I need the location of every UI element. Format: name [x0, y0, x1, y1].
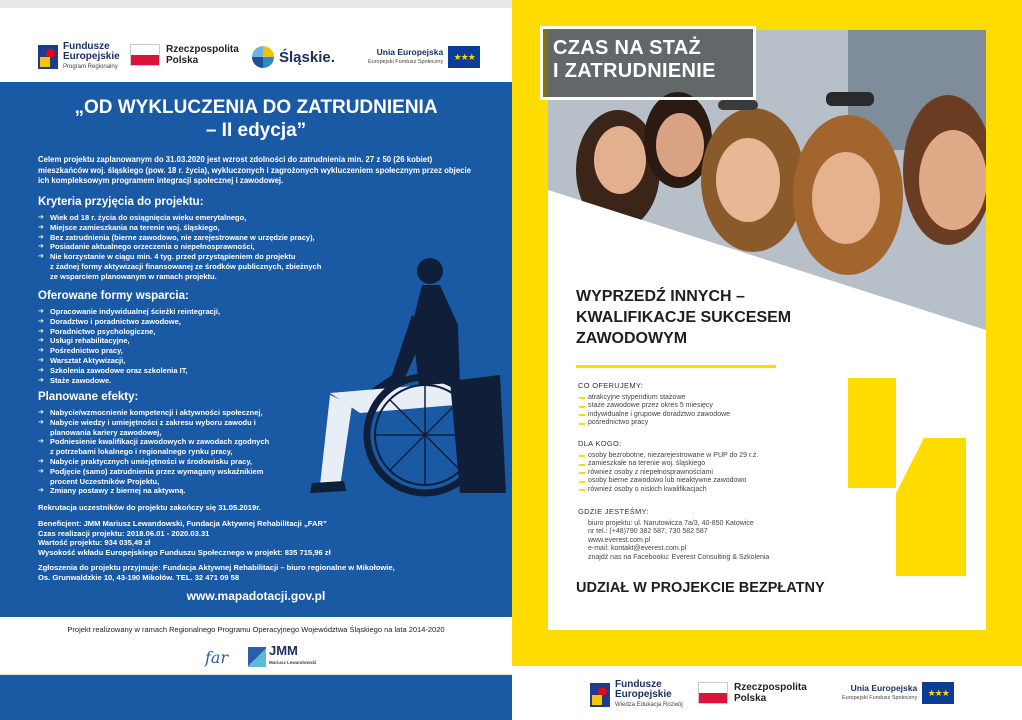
- fe-flag-icon: [38, 45, 58, 69]
- target-group-block: [578, 440, 758, 495]
- effects-heading: Planowane efekty:: [38, 391, 139, 403]
- ue-title: Unia Europejska: [850, 683, 918, 693]
- list-item: osoby bierne zawodowo lub nieaktywne zawodowo: [588, 477, 758, 486]
- ue-subtitle: Europejski Fundusz Społeczny: [842, 695, 918, 701]
- where-heading: GDZIE JESTEŚMY:: [578, 507, 649, 516]
- free-participation-cta: UDZIAŁ W PROJEKCIE BEZPŁATNY: [576, 580, 825, 596]
- eu-flag-icon: ★★★: [448, 46, 480, 68]
- jmm-logo: [248, 645, 316, 669]
- phone-line: nr tel.: (+48)790 382 587, 730 582 587: [588, 528, 708, 536]
- right-poster: [512, 0, 1022, 720]
- list-item: ➔ Doradztwo i poradnictwo zawodowe,: [38, 317, 378, 327]
- project-info: [38, 519, 438, 557]
- list-item: ➔ Posiadanie aktualnego orzeczenia o niepełnosprawności,: [38, 242, 378, 252]
- list-item: również osoby o niskich kwalifikacjach: [588, 486, 758, 495]
- list-item: ➔ Szkolenia zawodowe oraz szkolenia IT,: [38, 366, 378, 376]
- address-line: biuro projektu: ul. Narutowicza 7a/3, 40-850 Katowice: [588, 519, 754, 527]
- far-logo: far: [205, 648, 229, 667]
- offer-block: [578, 382, 730, 428]
- subheadline: WYPRZEDŹ INNYCH – KWALIFIKACJE SUKCESEM ZAWODOWYM: [576, 288, 792, 347]
- list-item: ➔ Staże zawodowe.: [38, 376, 378, 386]
- poland-flag-icon: [698, 682, 728, 704]
- list-item: osoby bezrobotne, niezarejestrowane w PUP do 29 r.ż.: [588, 451, 759, 459]
- jmm-mark-icon: [248, 647, 266, 667]
- contact-block: [578, 508, 769, 563]
- jmm-name: JMM: [269, 643, 298, 658]
- list-item: również osoby z niepełnosprawnościami: [588, 469, 758, 478]
- left-intro: Celem projektu zaplanowanym do 31.03.2020 jest wzrost zdolności do zatrudnienia min. 27 z 50 (26 kobiet) mieszkańców woj. śląskiego (pow. 18 r. życia), wykluczonych i zagrożonych wykluczeniem społecznym przez objecie ich kompleksowym programem integracji społecznej i zawodowej.: [38, 155, 472, 185]
- fe-subtitle: Program Regionalny: [63, 64, 118, 70]
- list-item: ➔ Pośrednictwo pracy,: [38, 346, 378, 356]
- fundusze-europejskie-logo: [590, 680, 683, 710]
- section-support: [38, 290, 378, 385]
- slaskie-mark-icon: [252, 46, 274, 68]
- list-item: ➔ Opracowanie indywidualnej ścieżki reintegracji,: [38, 307, 378, 317]
- list-item: indywidualne i grupowe doradztwo zawodowe: [588, 410, 731, 418]
- email-line[interactable]: e-mail: kontakt@everest.com.pl: [588, 545, 687, 553]
- section-effects: [38, 391, 378, 496]
- recruitment-note: Rekrutacja uczestników do projektu zakończy się 31.05.2019r.: [38, 503, 261, 512]
- slaskie-text: Śląskie.: [279, 48, 335, 66]
- headline-box: [540, 26, 756, 100]
- fe-title: Fundusze Europejskie: [615, 679, 672, 700]
- for-heading: DLA KOGO:: [578, 439, 622, 448]
- list-item: ➔ Poradnictwo psychologiczne,: [38, 327, 378, 337]
- info-line: Wartość projektu: 934 035,49 zł: [38, 538, 151, 548]
- list-item: ➔ Bez zatrudnienia (bierne zawodowo, nie zarejestrowane w urzędzie pracy),: [38, 233, 378, 243]
- list-item: ➔ Podniesienie kwalifikacji zawodowych w zawodach zgodnych z potrzebami lokalnego i regionalnego rynku pracy,: [38, 437, 378, 457]
- yellow-rule: [576, 365, 776, 368]
- left-logo-bar: [0, 0, 512, 82]
- list-item: ➔ Wiek od 18 r. życia do osiągnięcia wieku emerytalnego,: [38, 213, 378, 223]
- website-link[interactable]: www.mapadotacji.gov.pl: [186, 589, 326, 603]
- ue-logo: [368, 46, 480, 68]
- pl-text: Rzeczpospolita Polska: [166, 44, 239, 66]
- ue-subtitle: Europejski Fundusz Społeczny: [368, 59, 444, 65]
- fundusze-europejskie-logo: [38, 42, 120, 72]
- list-item: ➔ Warsztat Aktywizacji,: [38, 356, 378, 366]
- info-line: Beneficjent: JMM Mariusz Lewandowski, Fundacja Aktywnej Rehabilitacji „FAR”: [38, 519, 327, 528]
- ue-logo: [842, 682, 954, 704]
- left-title: „OD WYKLUCZENIA DO ZATRUDNIENIA – II edycja”: [74, 97, 438, 141]
- info-line: Czas realizacji projektu: 2018.06.01 - 2020.03.31: [38, 528, 210, 538]
- list-item: ➔ Usługi rehabilitacyjne,: [38, 336, 378, 346]
- list-item: ➔ Podjęcie (samo) zatrudnienia przez wymagany wskaźnikiem procent Uczestników Projektu,: [38, 467, 378, 487]
- ue-title: Unia Europejska: [376, 47, 444, 57]
- list-item: ➔ Miejsce zamieszkania na terenie woj. śląskiego,: [38, 223, 378, 233]
- offer-heading: CO OFERUJEMY:: [578, 381, 644, 390]
- left-footer: [0, 617, 512, 675]
- list-item: ➔ Nie korzystanie w ciągu min. 4 tyg. przed przystąpieniem do projektu z żadnej formy aktywizacji finansowanej ze środków publicznych, zbieżnych ze wsparciem planowanym w ramach projektu.: [38, 252, 378, 281]
- left-bottom-band: [0, 676, 512, 720]
- headline: CZAS NA STAŻ I ZATRUDNIENIE: [553, 37, 716, 82]
- list-item: ➔ Nabycie/wzmocnienie kompetencji i aktywności społecznej,: [38, 408, 378, 418]
- support-heading: Oferowane formy wsparcia:: [38, 290, 189, 302]
- jmm-subname: Mariusz Lewandowski: [269, 660, 317, 665]
- section-criteria: [38, 196, 378, 282]
- info-line: Wysokość wkładu Europejskiego Funduszu Społecznego w projekt: 835 715,96 zł: [38, 547, 331, 557]
- fe-subtitle: Wiedza Edukacja Rozwój: [615, 702, 683, 708]
- list-item: staże zawodowe przez okres 5 miesięcy: [588, 402, 730, 411]
- yellow-accent-shape: [848, 378, 896, 488]
- pl-text: Rzeczpospolita Polska: [734, 682, 807, 704]
- list-item: pośrednictwo pracy: [588, 419, 730, 428]
- fe-title: Fundusze Europejskie: [63, 41, 120, 62]
- rzeczpospolita-logo: [130, 44, 239, 66]
- poland-flag-icon: [130, 44, 160, 66]
- fe-flag-icon: [590, 683, 610, 707]
- slaskie-logo: [252, 46, 335, 68]
- website-line[interactable]: www.everest.com.pl: [588, 536, 651, 544]
- right-logo-bar: [512, 666, 1022, 720]
- rzeczpospolita-logo: [698, 682, 807, 704]
- list-item: zamieszkałe na terenie woj. śląskiego: [588, 460, 758, 469]
- list-item: ➔ Nabycie praktycznych umiejętności w środowisku pracy,: [38, 457, 378, 467]
- criteria-heading: Kryteria przyjęcia do projektu:: [38, 196, 204, 208]
- applications-info: Zgłoszenia do projektu przyjmuje: Fundacja Aktywnej Rehabilitacji – biuro regionalne w Mikołowie, Os. Grunwaldzkie 10, 43-190 Mikołów. TEL. 32 471 09 58: [38, 563, 395, 582]
- list-item: ➔ Nabycie wiedzy i umiejętności z zakresu wyboru zawodu i planowania kariery zawodowej,: [38, 418, 378, 438]
- facebook-line: znajdź nas na Facebooku: Everest Consulting & Szkolenia: [588, 553, 770, 561]
- eu-flag-icon: ★★★: [922, 682, 954, 704]
- list-item: ➔ Zmiany postawy z biernej na aktywną.: [38, 486, 378, 496]
- list-item: atrakcyjne stypendium stażowe: [588, 394, 730, 403]
- footer-note: Projekt realizowany w ramach Regionalnego Programu Operacyjnego Województwa Śląskiego na lata 2014-2020: [67, 625, 445, 634]
